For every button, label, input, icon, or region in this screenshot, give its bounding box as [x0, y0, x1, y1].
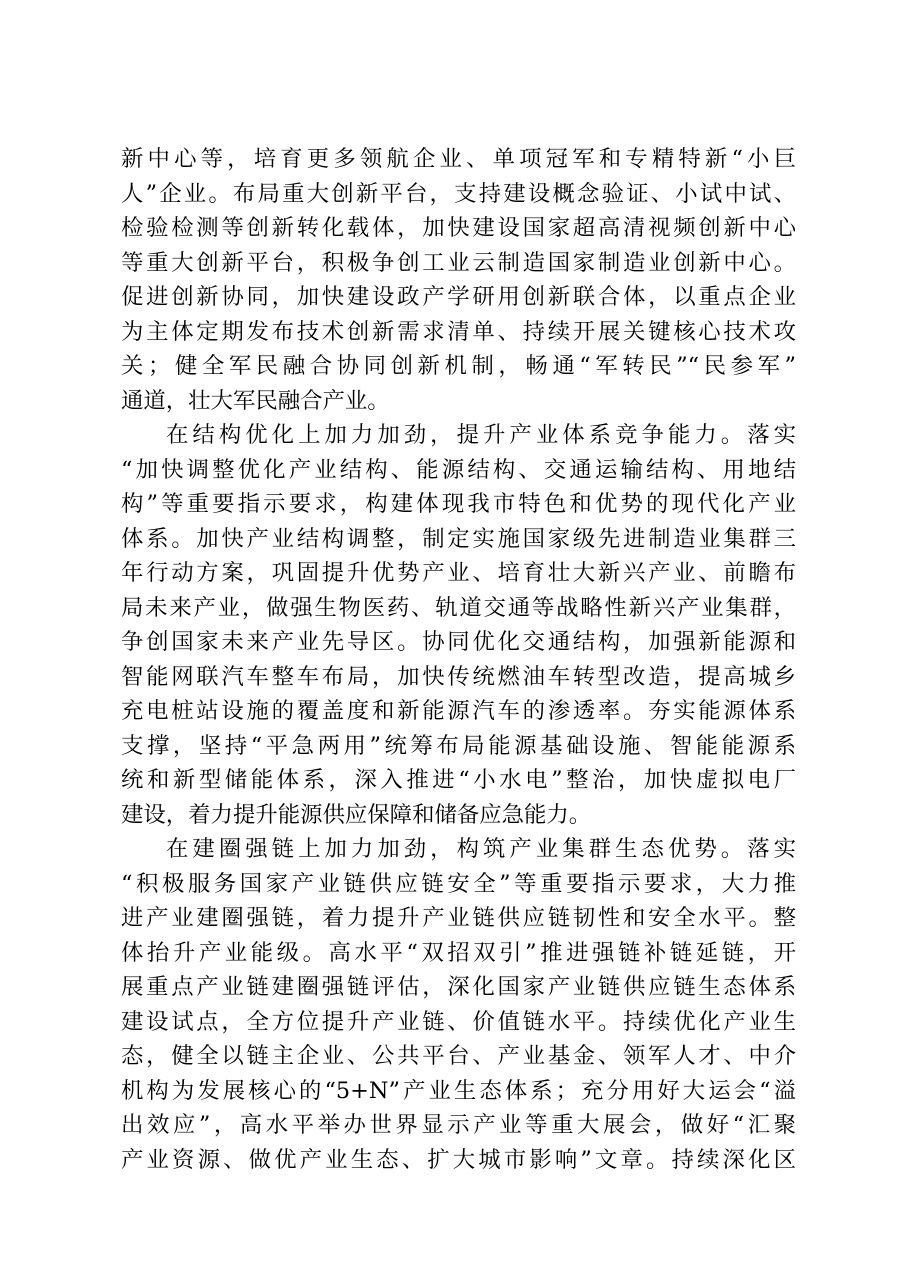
text-line: 在结构优化上加力加劲，提升产业体系竞争能力。落实 [166, 422, 796, 448]
text-line: 促进创新协同，加快建设政产学研用创新联合体，以重点企业 [121, 284, 796, 310]
text-line: “加快调整优化产业结构、能源结构、交通运输结构、用地结 [121, 456, 796, 483]
text-line: 支撑，坚持“平急两用”统筹布局能源基础设施、智能能源系 [121, 732, 796, 759]
text-line: 充电桩站设施的覆盖度和新能源汽车的渗透率。夯实能源体系 [121, 698, 796, 724]
text-line: 年行动方案，巩固提升优势产业、培育壮大新兴产业、前瞻布 [121, 560, 796, 586]
paragraph [121, 832, 796, 1177]
text-line: 体抬升产业能级。高水平“双招双引”推进强链补链延链，开 [121, 939, 796, 966]
text-line: 在建圈强链上加力加劲，构筑产业集群生态优势。落实 [166, 836, 796, 862]
text-line: 体系。加快产业结构调整，制定实施国家级先进制造业集群三 [121, 525, 796, 552]
text-line: 人”企业。布局重大创新平台，支持建设概念验证、小试中试、 [121, 180, 796, 207]
text-line: 为主体定期发布技术创新需求清单、持续开展关键核心技术攻 [121, 318, 796, 345]
text-line: 展重点产业链建圈强链评估，深化国家产业链供应链生态体系 [121, 974, 796, 1000]
text-line: 态，健全以链主企业、公共平台、产业基金、领军人才、中介 [121, 1043, 796, 1069]
text-line: 新中心等，培育更多领航企业、单项冠军和专精特新“小巨 [121, 146, 796, 172]
text-line: 出效应”，高水平举办世界显示产业等重大展会，做好“汇聚 [121, 1112, 796, 1138]
text-line: “积极服务国家产业链供应链安全”等重要指示要求，大力推 [121, 870, 796, 897]
text-line: 局未来产业，做强生物医药、轨道交通等战略性新兴产业集群， [121, 594, 796, 621]
paragraph [121, 142, 796, 418]
text-line: 产业资源、做优产业生态、扩大城市影响”文章。持续深化区 [121, 1146, 796, 1173]
text-line: 建设试点，全方位提升产业链、价值链水平。持续优化产业生 [121, 1008, 796, 1035]
body-text [121, 142, 796, 1177]
text-line: 构”等重要指示要求，构建体现我市特色和优势的现代化产业 [121, 491, 796, 517]
text-line: 机构为发展核心的“5+N”产业生态体系；充分用好大运会“溢 [121, 1077, 796, 1104]
text-line: 进产业建圈强链，着力提升产业链供应链韧性和安全水平。整 [121, 905, 796, 931]
text-line: 等重大创新平台，积极争创工业云制造国家制造业创新中心。 [121, 249, 796, 276]
paragraph [121, 418, 796, 832]
text-line: 通道，壮大军民融合产业。 [121, 387, 390, 414]
text-line: 争创国家未来产业先导区。协同优化交通结构，加强新能源和 [121, 629, 796, 655]
text-line: 统和新型储能体系，深入推进“小水电”整治，加快虚拟电厂 [121, 767, 796, 793]
text-line: 检验检测等创新转化载体，加快建设国家超高清视频创新中心 [121, 215, 796, 241]
text-line: 建设，着力提升能源供应保障和储备应急能力。 [121, 801, 592, 828]
text-line: 关；健全军民融合协同创新机制，畅通“军转民”“民参军” [121, 353, 796, 379]
text-line: 智能网联汽车整车布局，加快传统燃油车转型改造，提高城乡 [121, 663, 796, 690]
